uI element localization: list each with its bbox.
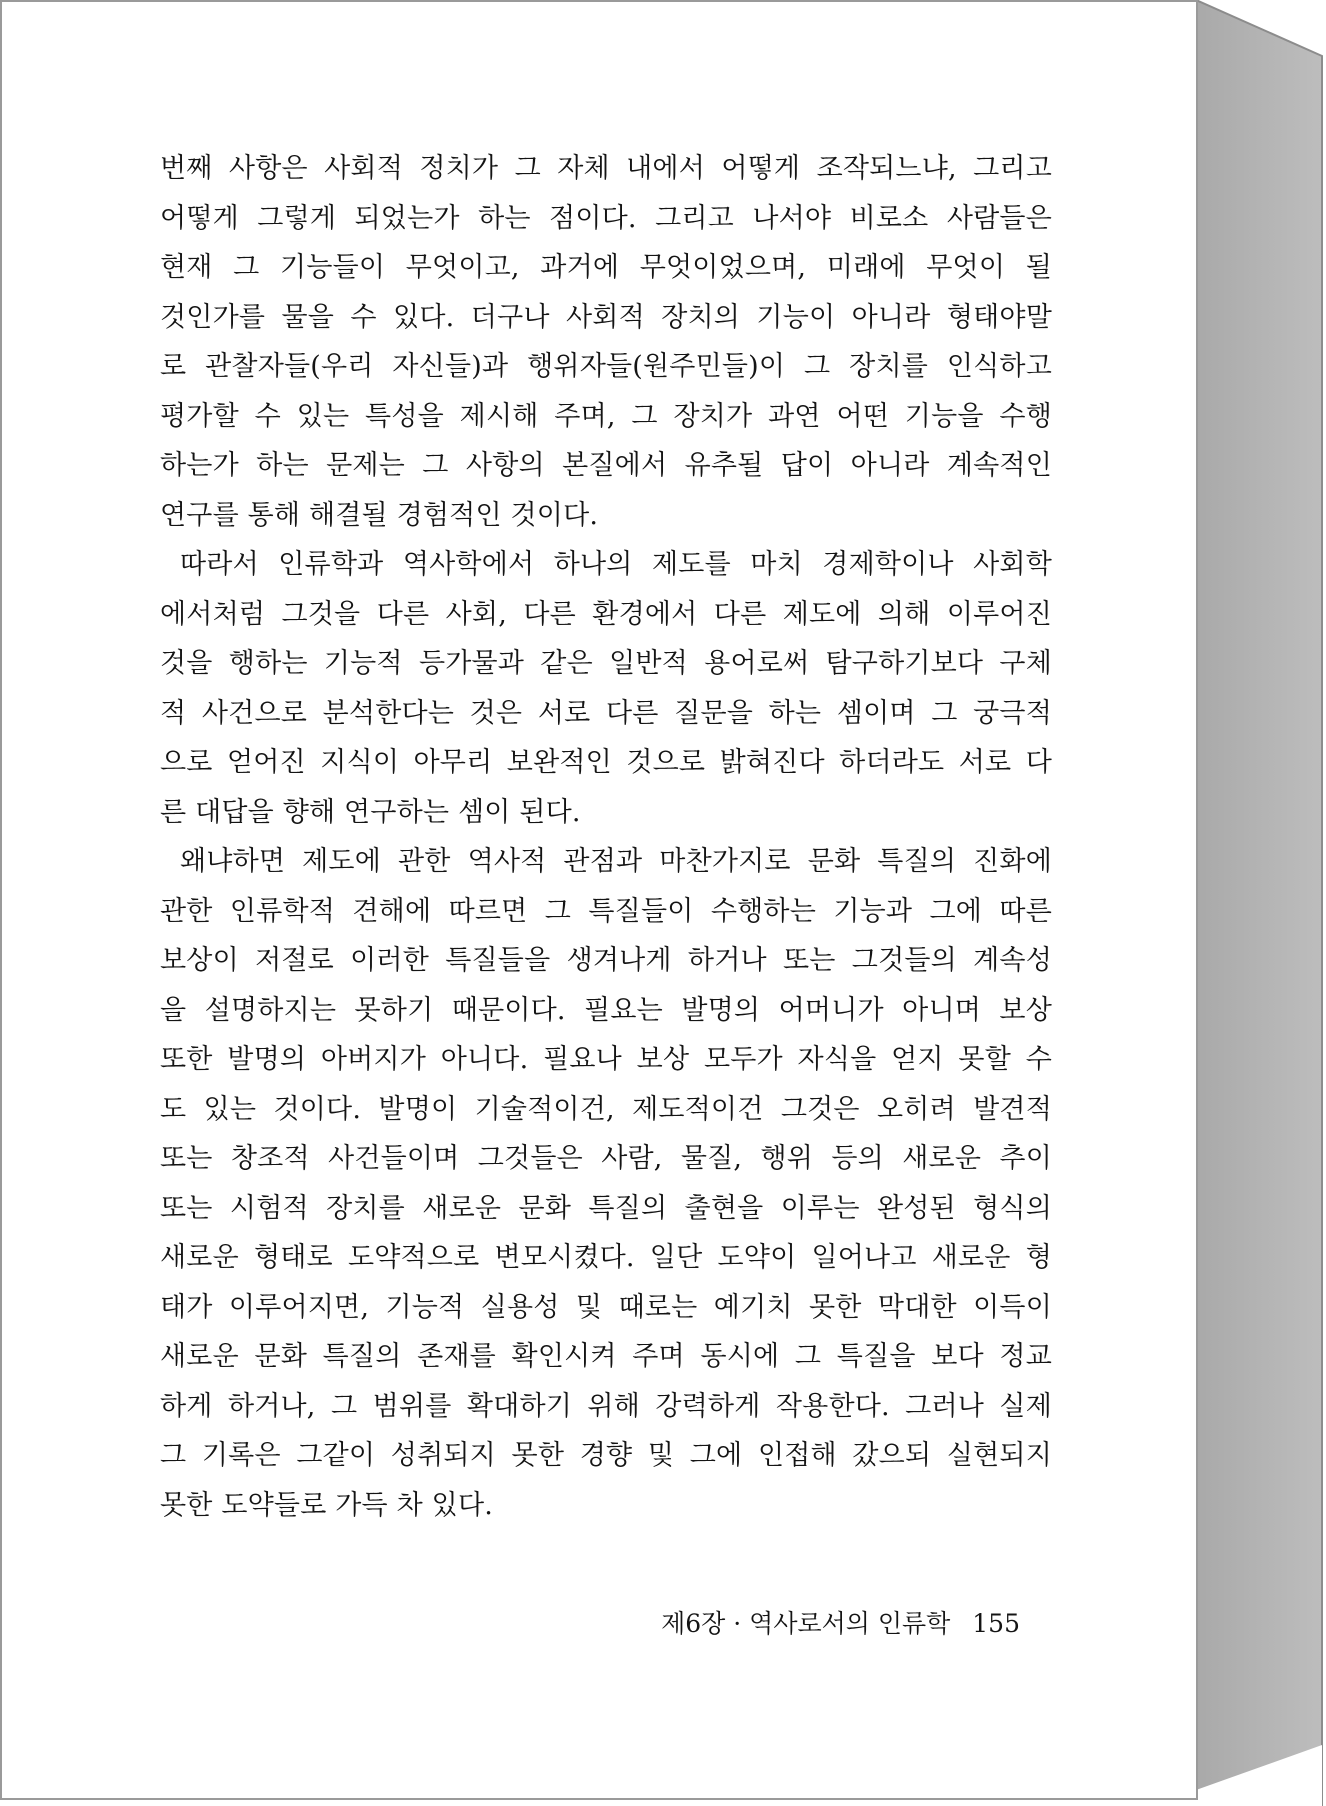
running-footer — [2, 1604, 1020, 1640]
text-line: 하는가 하는 문제는 그 사항의 본질에서 유추될 답이 아니라 계속적인 — [160, 450, 1052, 481]
text-line: 적 사건으로 분석한다는 것은 서로 다른 질문을 하는 셈이며 그 궁극적 — [160, 697, 1052, 729]
text-line: 왜냐하면 제도에 관한 역사적 관점과 마찬가지로 문화 특질의 진화에 — [180, 846, 1052, 877]
text-line: 태가 이루어지면, 기능적 실용성 및 때로는 예기치 못한 막대한 이득이 — [160, 1291, 1052, 1323]
text-line: 번째 사항은 사회적 정치가 그 자체 내에서 어떻게 조작되느냐, 그리고 — [160, 153, 1052, 184]
text-line: 그 기록은 그같이 성취되지 못한 경향 및 그에 인접해 갔으되 실현되지 — [160, 1440, 1052, 1471]
text-line: 또는 창조적 사건들이며 그것들은 사람, 물질, 행위 등의 새로운 추이 — [160, 1143, 1052, 1174]
book-side-edge — [1196, 0, 1326, 1806]
body-text — [160, 144, 1052, 1530]
paragraph-3 — [160, 837, 1052, 1530]
text-line: 것을 행하는 기능적 등가물과 같은 일반적 용어로써 탐구하기보다 구체 — [160, 648, 1052, 679]
text-line: 로 관찰자들(우리 자신들)과 행위자들(원주민들)이 그 장치를 인식하고 — [160, 351, 1052, 382]
text-line: 또는 시험적 장치를 새로운 문화 특질의 출현을 이루는 완성된 형식의 — [160, 1192, 1052, 1224]
text-line: 따라서 인류학과 역사학에서 하나의 제도를 마치 경제학이나 사회학 — [180, 549, 1052, 580]
text-line: 새로운 형태로 도약적으로 변모시켰다. 일단 도약이 일어나고 새로운 형 — [160, 1242, 1052, 1273]
text-line: 을 설명하지는 못하기 때문이다. 필요는 발명의 어머니가 아니며 보상 — [160, 994, 1052, 1026]
text-line: 하게 하거나, 그 범위를 확대하기 위해 강력하게 작용한다. 그러나 실제 — [160, 1390, 1052, 1422]
text-line: 현재 그 기능들이 무엇이고, 과거에 무엇이었으며, 미래에 무엇이 될 — [160, 252, 1052, 283]
paragraph-1 — [160, 144, 1052, 540]
page-number: 155 — [972, 1609, 1020, 1638]
text-line: 에서처럼 그것을 다른 사회, 다른 환경에서 다른 제도에 의해 이루어진 — [160, 598, 1052, 630]
text-line: 또한 발명의 아버지가 아니다. 필요나 보상 모두가 자식을 얻지 못할 수 — [160, 1044, 1052, 1075]
text-line: 연구를 통해 해결될 경험적인 것이다. — [160, 499, 599, 531]
text-line: 못한 도약들로 가득 차 있다. — [160, 1489, 494, 1521]
text-line: 새로운 문화 특질의 존재를 확인시켜 주며 동시에 그 특질을 보다 정교 — [160, 1341, 1052, 1372]
text-line: 평가할 수 있는 특성을 제시해 주며, 그 장치가 과연 어떤 기능을 수행 — [160, 400, 1052, 432]
text-line: 보상이 저절로 이러한 특질들을 생겨나게 하거나 또는 그것들의 계속성 — [160, 945, 1052, 976]
chapter-title: 제6장 · 역사로서의 인류학 — [661, 1609, 951, 1638]
text-line: 도 있는 것이다. 발명이 기술적이건, 제도적이건 그것은 오히려 발견적 — [160, 1093, 1052, 1125]
text-line: 으로 얻어진 지식이 아무리 보완적인 것으로 밝혀진다 하더라도 서로 다 — [160, 747, 1052, 778]
text-line: 어떻게 그렇게 되었는가 하는 점이다. 그리고 나서야 비로소 사람들은 — [160, 202, 1052, 234]
text-line: 관한 인류학적 견해에 따르면 그 특질들이 수행하는 기능과 그에 따른 — [160, 895, 1052, 927]
paragraph-2 — [160, 540, 1052, 837]
text-line: 것인가를 물을 수 있다. 더구나 사회적 장치의 기능이 아니라 형태야말 — [160, 301, 1052, 333]
text-line: 른 대답을 향해 연구하는 셈이 된다. — [160, 796, 581, 828]
